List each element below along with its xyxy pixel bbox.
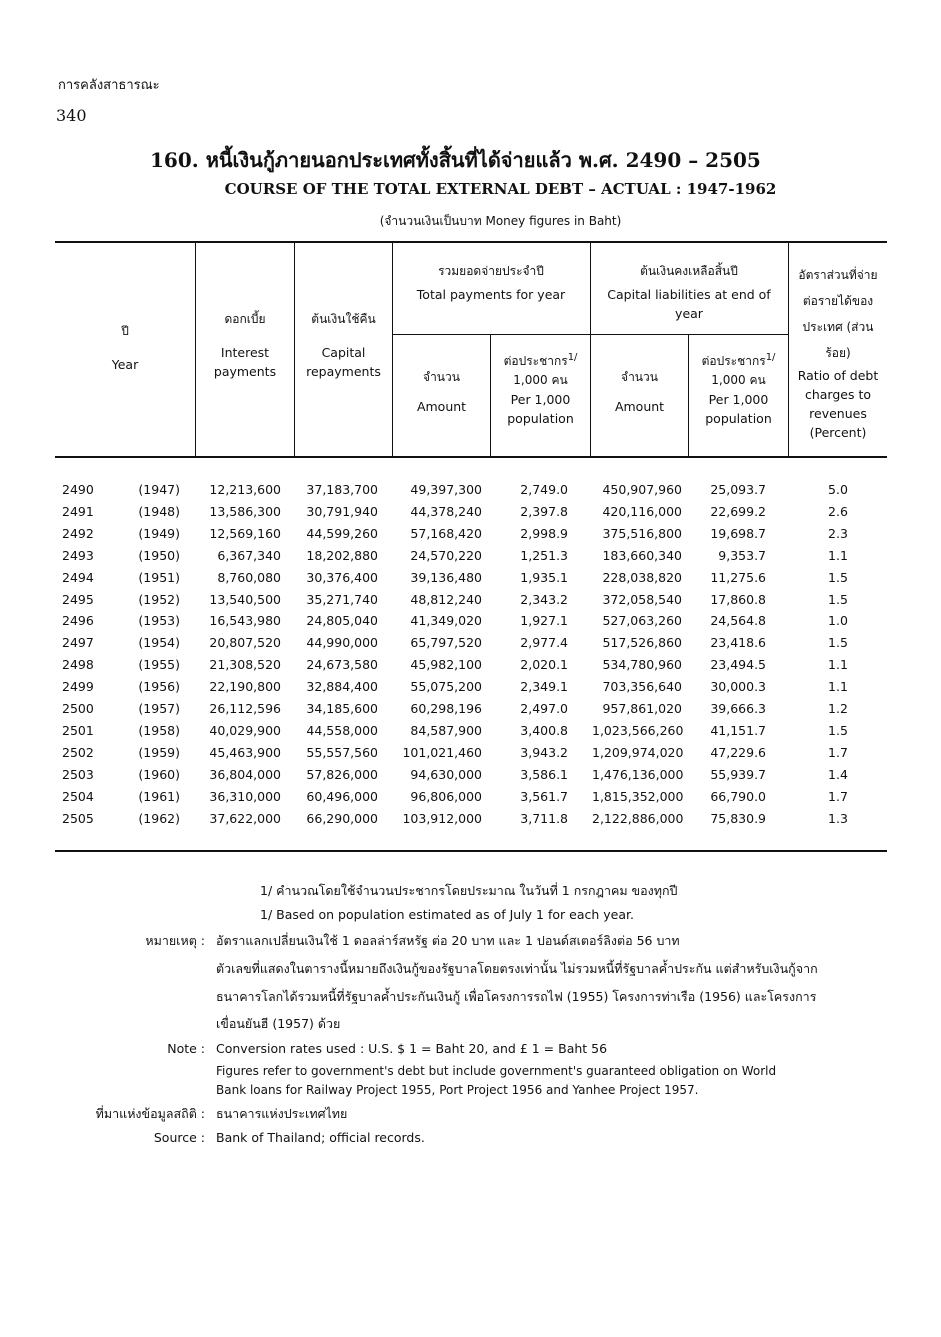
cell-liab-per-capita: 24,564.8 [710, 613, 766, 629]
cell-liab-per-capita: 66,790.0 [710, 788, 766, 804]
col-divider [195, 243, 196, 456]
table-bottom-rule [55, 850, 887, 852]
cell-liab-per-capita: 25,093.7 [710, 482, 766, 497]
cell-ratio: 1.5 [828, 722, 848, 738]
cell-capital: 30,376,400 [306, 569, 378, 585]
cell-liab-per-capita: 23,418.6 [710, 635, 766, 651]
note-thai-line: เขื่อนยันฮี (1957) ด้วย [216, 1016, 341, 1031]
cell-capital: 18,202,880 [306, 547, 378, 563]
cell-liab-per-capita: 47,229.6 [710, 744, 766, 760]
header-total-payments [398, 262, 584, 304]
cell-total-per-capita: 2,349.1 [520, 679, 568, 695]
cell-year-be: 2495 [62, 591, 94, 607]
percap-thai-text: ต่อประชากร [503, 354, 568, 368]
cell-total-amount: 103,912,000 [402, 810, 482, 826]
cell-interest: 6,367,340 [217, 547, 281, 563]
cell-capital: 44,558,000 [306, 722, 378, 738]
header-liab-english: Capital liabilities at end of year [607, 287, 771, 321]
cell-ratio: 2.6 [828, 503, 848, 519]
cell-total-per-capita: 2,977.4 [520, 635, 568, 651]
cell-year-be: 2494 [62, 569, 94, 585]
cell-interest: 20,807,520 [209, 635, 281, 651]
cell-interest: 22,190,800 [209, 679, 281, 695]
cell-total-amount: 39,136,480 [410, 569, 482, 585]
percap-thai-text: ต่อประชากร [701, 354, 766, 368]
cell-interest: 12,569,160 [209, 525, 281, 541]
cell-year-be: 2500 [62, 701, 94, 716]
cell-interest: 12,213,600 [209, 482, 281, 497]
header-percap-english: Per 1,000 population [705, 392, 772, 426]
cell-capital: 35,271,740 [306, 591, 378, 607]
header-interest-thai: ดอกเบี้ย [224, 312, 266, 326]
cell-liab-amount: 372,058,540 [602, 591, 682, 607]
cell-total-per-capita: 1,251.3 [520, 547, 568, 563]
header-percap-thai [492, 348, 589, 371]
cell-liab-per-capita: 11,275.6 [710, 569, 766, 585]
header-amount-english: Amount [416, 399, 467, 414]
section-name: การคลังสาธารณะ [58, 78, 160, 93]
cell-ratio: 1.5 [828, 569, 848, 585]
cell-total-amount: 101,021,460 [402, 744, 482, 760]
source-english: Bank of Thailand; official records. [216, 1130, 425, 1145]
cell-total-per-capita: 1,935.1 [520, 569, 568, 585]
cell-year-be: 2501 [62, 722, 94, 738]
header-year-thai: ปี [121, 324, 129, 338]
cell-liab-amount: 183,660,340 [602, 547, 682, 563]
source-thai: ธนาคารแห่งประเทศไทย [216, 1106, 348, 1121]
cell-capital: 60,496,000 [306, 788, 378, 804]
cell-total-per-capita: 2,020.1 [520, 657, 568, 673]
note-thai-line: ตัวเลขที่แสดงในตารางนี้หมายถึงเงินกู้ของรัฐบาลโดยตรงเท่านั้น ไม่รวมหนี้ที่รัฐบาลค้ำประกัน แต่สำหรับเงินกู้จาก [216, 961, 818, 976]
note-english-line: Bank loans for Railway Project 1955, Port Project 1956 and Yanhee Project 1957. [216, 1083, 699, 1097]
cell-year-ad: (1952) [138, 591, 180, 607]
cell-capital: 57,826,000 [306, 766, 378, 782]
cell-total-amount: 44,378,240 [410, 503, 482, 519]
cell-ratio: 1.7 [828, 744, 848, 760]
cell-total-amount: 41,349,020 [410, 613, 482, 629]
header-liab-per-capita [690, 348, 787, 428]
header-year [60, 322, 190, 374]
cell-year-ad: (1962) [138, 810, 180, 826]
cell-total-amount: 55,075,200 [410, 679, 482, 695]
cell-capital: 24,673,580 [306, 657, 378, 673]
cell-year-ad: (1953) [138, 613, 180, 629]
cell-year-be: 2499 [62, 679, 94, 695]
cell-year-be: 2503 [62, 766, 94, 782]
cell-total-amount: 65,797,520 [410, 635, 482, 651]
cell-total-amount: 94,630,000 [410, 766, 482, 782]
cell-interest: 13,540,500 [209, 591, 281, 607]
cell-total-per-capita: 3,943.2 [520, 744, 568, 760]
cell-liab-per-capita: 30,000.3 [710, 679, 766, 695]
cell-liab-per-capita: 9,353.7 [718, 547, 766, 563]
cell-year-ad: (1950) [138, 547, 180, 563]
cell-total-per-capita: 2,397.8 [520, 503, 568, 519]
cell-year-ad: (1947) [138, 482, 180, 497]
header-ratio-english: Ratio of debt charges to revenues (Percent) [797, 368, 879, 440]
cell-capital: 32,884,400 [306, 679, 378, 695]
cell-capital: 37,183,700 [306, 482, 378, 497]
header-amount-thai: จำนวน [423, 370, 460, 384]
cell-total-per-capita: 3,711.8 [520, 810, 568, 826]
cell-year-ad: (1959) [138, 744, 180, 760]
note-english-line: Conversion rates used : U.S. $ 1 = Baht 20, and £ 1 = Baht 56 [216, 1041, 608, 1056]
cell-liab-amount: 1,023,566,260 [592, 722, 684, 738]
header-percap-english: Per 1,000 population [507, 392, 574, 426]
cell-total-per-capita: 3,561.7 [520, 788, 568, 804]
table-title-thai [150, 144, 761, 176]
header-capital-english: Capital repayments [306, 345, 381, 379]
header-capital-thai: ต้นเงินใช้คืน [311, 312, 376, 326]
cell-liab-amount: 703,356,640 [602, 679, 682, 695]
header-total-per-capita [492, 348, 589, 428]
cell-interest: 36,804,000 [209, 766, 281, 782]
header-total-amount [394, 368, 489, 416]
cell-ratio: 1.4 [828, 766, 848, 782]
cell-year-ad: (1957) [138, 701, 180, 716]
source-thai-label: ที่มาแห่งข้อมูลสถิติ : [95, 1106, 205, 1121]
table-title-english: COURSE OF THE TOTAL EXTERNAL DEBT – ACTUAL : 1947-1962 [224, 180, 777, 198]
col-divider [788, 243, 789, 456]
cell-total-per-capita: 3,586.1 [520, 766, 568, 782]
cell-liab-amount: 1,815,352,000 [592, 788, 684, 804]
cell-year-ad: (1951) [138, 569, 180, 585]
header-amount-english: Amount [614, 399, 665, 414]
cell-total-per-capita: 2,998.9 [520, 525, 568, 541]
page-number: 340 [56, 106, 87, 125]
cell-interest: 26,112,596 [209, 701, 281, 716]
cell-liab-amount: 228,038,820 [602, 569, 682, 585]
cell-total-amount: 24,570,220 [410, 547, 482, 563]
cell-total-amount: 48,812,240 [410, 591, 482, 607]
cell-liab-per-capita: 19,698.7 [710, 525, 766, 541]
header-amount-thai: จำนวน [621, 370, 658, 384]
cell-year-ad: (1949) [138, 525, 180, 541]
cell-year-be: 2493 [62, 547, 94, 563]
cell-liab-amount: 450,907,960 [602, 482, 682, 497]
col-divider [294, 243, 295, 456]
cell-year-be: 2497 [62, 635, 94, 651]
header-year-english: Year [111, 357, 139, 372]
cell-total-amount: 84,587,900 [410, 722, 482, 738]
cell-interest: 21,308,520 [209, 657, 281, 673]
cell-year-be: 2502 [62, 744, 94, 760]
cell-capital: 44,990,000 [306, 635, 378, 651]
cell-interest: 13,586,300 [209, 503, 281, 519]
cell-year-be: 2492 [62, 525, 94, 541]
cell-interest: 45,463,900 [209, 744, 281, 760]
table-number: 160. [150, 148, 199, 172]
cell-liab-amount: 1,476,136,000 [592, 766, 684, 782]
note-thai-label: หมายเหตุ : [145, 933, 205, 948]
cell-total-per-capita: 1,927.1 [520, 613, 568, 629]
cell-liab-amount: 420,116,000 [602, 503, 682, 519]
col-divider [688, 335, 689, 456]
cell-year-ad: (1958) [138, 722, 180, 738]
cell-liab-amount: 1,209,974,020 [592, 744, 684, 760]
header-total-english: Total payments for year [416, 287, 566, 302]
cell-year-ad: (1955) [138, 657, 180, 673]
cell-year-be: 2504 [62, 788, 94, 804]
cell-ratio: 2.3 [828, 525, 848, 541]
cell-capital: 55,557,560 [306, 744, 378, 760]
cell-ratio: 1.1 [828, 679, 848, 695]
cell-liab-per-capita: 55,939.7 [710, 766, 766, 782]
cell-ratio: 5.0 [828, 482, 848, 497]
header-interest-english: Interest payments [213, 345, 277, 379]
cell-ratio: 1.5 [828, 635, 848, 651]
footnote-english: 1/ Based on population estimated as of July 1 for each year. [260, 907, 634, 922]
footnote-mark: 1/ [567, 352, 578, 363]
cell-year-ad: (1961) [138, 788, 180, 804]
cell-total-amount: 57,168,420 [410, 525, 482, 541]
cell-capital: 34,185,600 [306, 701, 378, 716]
col-divider [490, 335, 491, 456]
header-total-thai: รวมยอดจ่ายประจำปี [438, 264, 544, 278]
cell-ratio: 1.1 [828, 547, 848, 563]
title-thai-text: หนี้เงินกู้ภายนอกประเทศทั้งสิ้นที่ได้จ่ายแล้ว พ.ศ. 2490 – 2505 [205, 148, 761, 172]
cell-liab-per-capita: 75,830.9 [710, 810, 766, 826]
cell-ratio: 1.1 [828, 657, 848, 673]
cell-ratio: 1.7 [828, 788, 848, 804]
note-thai-line: อัตราแลกเปลี่ยนเงินใช้ 1 ดอลล่าร์สหรัฐ ต่อ 20 บาท และ 1 ปอนด์สเตอร์ลิงต่อ 56 บาท [216, 933, 680, 948]
header-bottom-rule [55, 456, 887, 458]
cell-liab-per-capita: 41,151.7 [710, 722, 766, 738]
header-interest [197, 310, 293, 381]
cell-interest: 8,760,080 [217, 569, 281, 585]
cell-liab-per-capita: 22,699.2 [710, 503, 766, 519]
footnote-thai: 1/ คำนวณโดยใช้จำนวนประชากรโดยประมาณ ในวันที่ 1 กรกฎาคม ของทุกปี [260, 883, 678, 898]
header-ratio [792, 262, 884, 442]
cell-capital: 24,805,040 [306, 613, 378, 629]
cell-ratio: 1.3 [828, 810, 848, 826]
cell-total-per-capita: 2,497.0 [520, 701, 568, 716]
note-thai-line: ธนาคารโลกได้รวมหนี้ที่รัฐบาลค้ำประกันเงินกู้ เพื่อโครงการรถไฟ (1955) โครงการท่าเรือ (1956) และโครงการ [216, 989, 817, 1004]
money-unit-note: (จำนวนเงินเป็นบาท Money figures in Baht) [379, 214, 622, 228]
footnote-mark: 1/ [765, 352, 776, 363]
cell-interest: 40,029,900 [209, 722, 281, 738]
cell-year-be: 2491 [62, 503, 94, 519]
cell-ratio: 1.0 [828, 613, 848, 629]
cell-year-be: 2505 [62, 810, 94, 826]
cell-total-amount: 49,397,300 [410, 482, 482, 497]
cell-liab-per-capita: 39,666.3 [710, 701, 766, 716]
cell-year-ad: (1960) [138, 766, 180, 782]
cell-capital: 44,599,260 [306, 525, 378, 541]
note-english-line: Figures refer to government's debt but include government's guaranteed obligation on World [216, 1064, 777, 1078]
cell-interest: 16,543,980 [209, 613, 281, 629]
cell-ratio: 1.5 [828, 591, 848, 607]
cell-liab-per-capita: 23,494.5 [710, 657, 766, 673]
cell-total-per-capita: 2,343.2 [520, 591, 568, 607]
cell-interest: 37,622,000 [209, 810, 281, 826]
cell-total-amount: 60,298,196 [410, 701, 482, 716]
cell-liab-per-capita: 17,860.8 [710, 591, 766, 607]
cell-year-be: 2496 [62, 613, 94, 629]
cell-liab-amount: 527,063,260 [602, 613, 682, 629]
col-divider [590, 243, 591, 456]
cell-liab-amount: 534,780,960 [602, 657, 682, 673]
note-english-label: Note : [167, 1041, 205, 1056]
header-liab-amount [592, 368, 687, 416]
cell-year-be: 2498 [62, 657, 94, 673]
header-capital-liabilities [596, 262, 782, 323]
header-ratio-thai: อัตราส่วนที่จ่ายต่อรายได้ของประเทศ (ส่วนร้อย) [798, 268, 878, 360]
cell-liab-amount: 957,861,020 [602, 701, 682, 716]
header-liab-thai: ต้นเงินคงเหลือสิ้นปี [640, 264, 738, 278]
table-top-rule [55, 241, 887, 243]
cell-liab-amount: 517,526,860 [602, 635, 682, 651]
cell-liab-amount: 375,516,800 [602, 525, 682, 541]
cell-interest: 36,310,000 [209, 788, 281, 804]
header-percap-unit: 1,000 คน [711, 373, 766, 387]
cell-capital: 66,290,000 [306, 810, 378, 826]
cell-year-be: 2490 [62, 482, 94, 497]
cell-total-amount: 96,806,000 [410, 788, 482, 804]
cell-year-ad: (1956) [138, 679, 180, 695]
cell-ratio: 1.2 [828, 701, 848, 716]
cell-total-amount: 45,982,100 [410, 657, 482, 673]
header-capital [296, 310, 391, 381]
cell-year-ad: (1954) [138, 635, 180, 651]
cell-total-per-capita: 2,749.0 [520, 482, 568, 497]
cell-total-per-capita: 3,400.8 [520, 722, 568, 738]
header-percap-thai [690, 348, 787, 371]
cell-year-ad: (1948) [138, 503, 180, 519]
cell-liab-amount: 2,122,886,000 [592, 810, 684, 826]
header-percap-unit: 1,000 คน [513, 373, 568, 387]
source-english-label: Source : [153, 1130, 205, 1145]
cell-capital: 30,791,940 [306, 503, 378, 519]
col-divider [392, 243, 393, 456]
